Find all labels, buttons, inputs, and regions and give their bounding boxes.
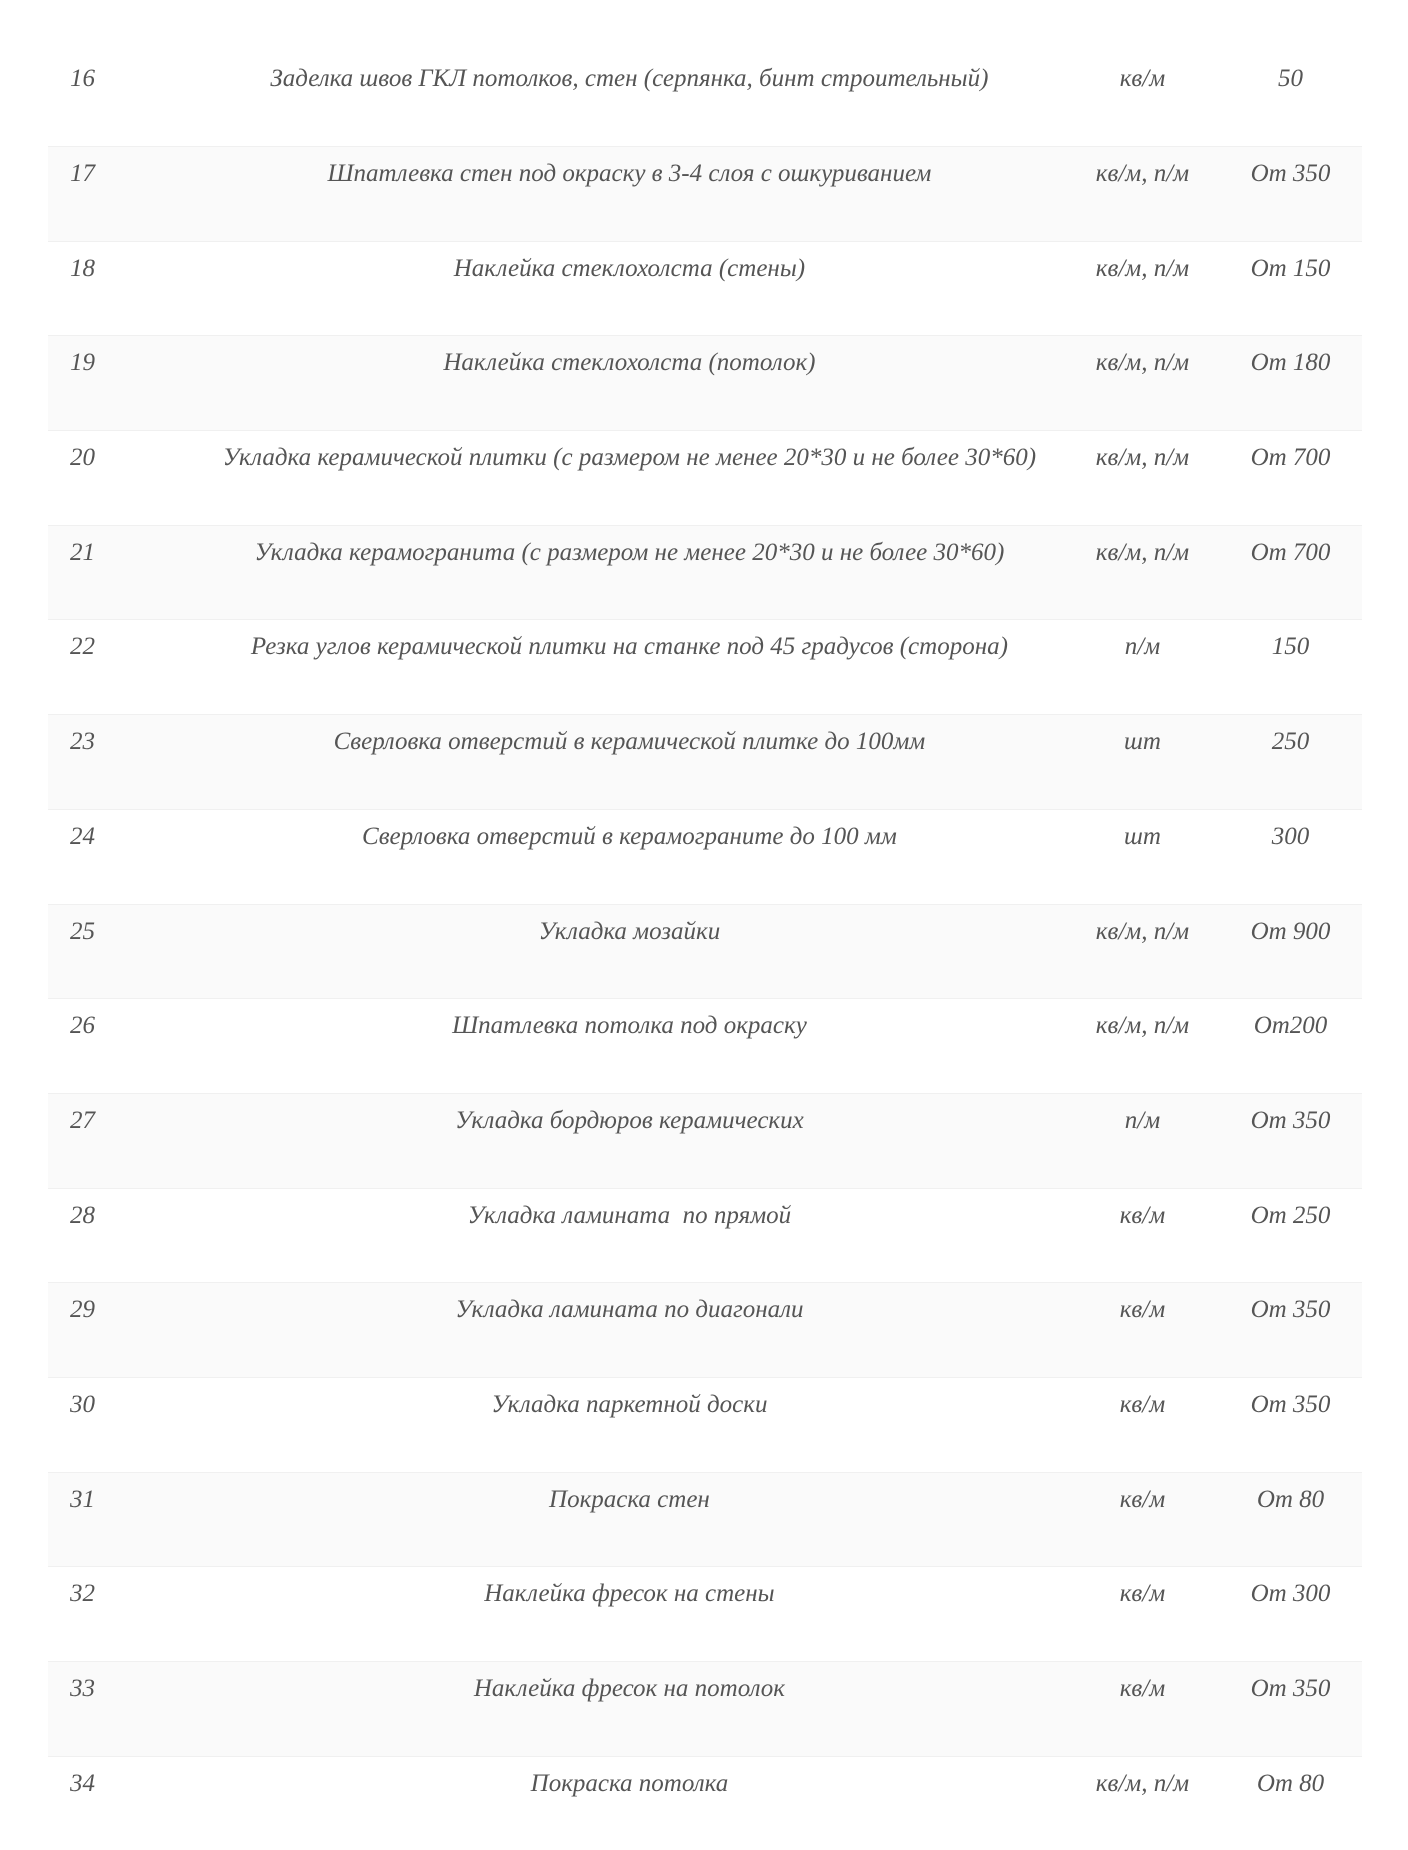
- row-number: 31: [70, 1485, 95, 1513]
- unit-of-measure: кв/м: [1119, 65, 1166, 92]
- row-number-cell: [48, 1377, 193, 1472]
- price-value: От 700: [1250, 538, 1331, 566]
- price-value-cell: [1219, 1756, 1362, 1850]
- unit-of-measure: шт: [1123, 728, 1161, 756]
- price-value: 150: [1271, 633, 1310, 661]
- table-row: [48, 1283, 1362, 1378]
- service-name: Наклейка стеклохолста (стены): [453, 254, 806, 282]
- row-number-cell: [48, 1756, 193, 1850]
- price-value-cell: [1219, 715, 1362, 810]
- price-value-cell: [1219, 1283, 1362, 1378]
- price-value: От 350: [1250, 1296, 1331, 1324]
- row-number-cell: [48, 1283, 193, 1378]
- unit-of-measure-cell: [1066, 525, 1219, 620]
- row-number-cell: [48, 241, 193, 336]
- service-name-cell: [193, 1567, 1066, 1662]
- service-name: Наклейка стеклохолста (потолок): [443, 349, 816, 377]
- price-value-cell: [1219, 0, 1362, 147]
- row-number-cell: [48, 336, 193, 431]
- service-name: Резка углов керамической плитки на станке под 45 градусов (сторона): [250, 633, 1008, 661]
- unit-of-measure: кв/м, п/м: [1095, 1012, 1190, 1040]
- price-value-cell: [1219, 620, 1362, 715]
- unit-of-measure: кв/м: [1119, 1675, 1166, 1702]
- price-value: От 900: [1250, 917, 1331, 945]
- unit-of-measure: кв/м, п/м: [1095, 538, 1190, 566]
- price-value-cell: [1219, 1472, 1362, 1567]
- table-row: [48, 525, 1362, 620]
- service-name-cell: [193, 620, 1066, 715]
- service-name: Покраска потолка: [530, 1769, 729, 1797]
- unit-of-measure-cell: [1066, 241, 1219, 336]
- service-name-cell: [193, 715, 1066, 810]
- service-name-cell: [193, 1188, 1066, 1283]
- unit-of-measure: п/м: [1124, 633, 1161, 661]
- unit-of-measure-cell: [1066, 336, 1219, 431]
- service-name-cell: [193, 1472, 1066, 1567]
- unit-of-measure-cell: [1066, 715, 1219, 810]
- unit-of-measure: кв/м: [1119, 1485, 1166, 1513]
- unit-of-measure: кв/м: [1119, 1390, 1166, 1418]
- table-row: [48, 336, 1362, 431]
- service-name-cell: [193, 999, 1066, 1094]
- service-name: Укладка паркетной доски: [491, 1390, 768, 1418]
- unit-of-measure-cell: [1066, 1093, 1219, 1188]
- row-number-cell: [48, 999, 193, 1094]
- service-name: Укладка ламината по диагонали: [455, 1296, 804, 1324]
- table-row: [48, 0, 1362, 147]
- service-name: Сверловка отверстий в керамической плитке до 100мм: [333, 728, 926, 756]
- price-value: От 80: [1256, 1769, 1325, 1797]
- service-name-cell: [193, 1093, 1066, 1188]
- unit-of-measure-cell: [1066, 1472, 1219, 1567]
- service-name: Наклейка фресок на потолок: [473, 1675, 785, 1702]
- service-name-cell: [193, 1662, 1066, 1757]
- row-number: 28: [70, 1201, 95, 1229]
- row-number-cell: [48, 147, 193, 242]
- service-name-cell: [193, 809, 1066, 904]
- unit-of-measure-cell: [1066, 809, 1219, 904]
- table-row: [48, 1093, 1362, 1188]
- row-number-cell: [48, 809, 193, 904]
- service-name-cell: [193, 431, 1066, 526]
- row-number-cell: [48, 525, 193, 620]
- table-row: [48, 1472, 1362, 1567]
- table-row: [48, 1662, 1362, 1757]
- table-row: [48, 147, 1362, 242]
- row-number: 21: [70, 538, 95, 566]
- price-value: От 150: [1250, 254, 1331, 282]
- service-name: Укладка керамогранита (с размером не менее 20*30 и не более 30*60): [254, 538, 1005, 566]
- price-value: 300: [1271, 822, 1310, 850]
- price-value: От 700: [1250, 444, 1331, 472]
- row-number: 25: [70, 917, 95, 945]
- service-name: Шпатлевка потолка под окраску: [452, 1012, 807, 1040]
- unit-of-measure-cell: [1066, 431, 1219, 526]
- row-number: 20: [70, 444, 95, 472]
- row-number: 27: [70, 1106, 95, 1134]
- service-name: Покраска стен: [549, 1485, 710, 1513]
- service-name-cell: [193, 1283, 1066, 1378]
- service-name: Укладка ламината по прямой: [467, 1201, 792, 1229]
- price-value-cell: [1219, 1377, 1362, 1472]
- unit-of-measure-cell: [1066, 1662, 1219, 1757]
- price-value-cell: [1219, 147, 1362, 242]
- price-value: От 80: [1256, 1485, 1325, 1513]
- row-number-cell: [48, 1093, 193, 1188]
- row-number: 33: [70, 1675, 95, 1702]
- table-row: [48, 715, 1362, 810]
- row-number: 16: [70, 65, 95, 92]
- table-row: [48, 1377, 1362, 1472]
- price-value-cell: [1219, 336, 1362, 431]
- row-number: 17: [70, 160, 95, 187]
- price-value: От200: [1253, 1012, 1328, 1040]
- row-number: 19: [70, 349, 95, 377]
- unit-of-measure-cell: [1066, 1567, 1219, 1662]
- table-row: [48, 999, 1362, 1094]
- row-number-cell: [48, 0, 193, 147]
- service-name-cell: [193, 336, 1066, 431]
- row-number: 18: [70, 254, 95, 282]
- row-number-cell: [48, 715, 193, 810]
- unit-of-measure: кв/м: [1119, 1580, 1166, 1608]
- row-number: 23: [70, 728, 95, 756]
- price-value: От 300: [1250, 1580, 1331, 1608]
- price-value: 250: [1271, 728, 1310, 756]
- service-name-cell: [193, 904, 1066, 999]
- service-name-cell: [193, 241, 1066, 336]
- table-row: [48, 809, 1362, 904]
- unit-of-measure-cell: [1066, 904, 1219, 999]
- table-row: [48, 1188, 1362, 1283]
- price-value-cell: [1219, 904, 1362, 999]
- unit-of-measure: кв/м: [1119, 1201, 1166, 1229]
- price-table-body: [48, 0, 1362, 1850]
- service-name: Укладка бордюров керамических: [455, 1106, 804, 1134]
- unit-of-measure-cell: [1066, 999, 1219, 1094]
- unit-of-measure-cell: [1066, 0, 1219, 147]
- unit-of-measure: кв/м, п/м: [1095, 254, 1190, 282]
- service-name-cell: [193, 525, 1066, 620]
- service-name: Укладка мозайки: [538, 917, 721, 945]
- row-number: 24: [70, 822, 95, 850]
- price-value-cell: [1219, 525, 1362, 620]
- unit-of-measure: шт: [1123, 822, 1161, 850]
- table-row: [48, 904, 1362, 999]
- row-number: 34: [70, 1769, 95, 1797]
- row-number-cell: [48, 620, 193, 715]
- service-name-cell: [193, 1756, 1066, 1850]
- row-number: 26: [70, 1012, 95, 1040]
- unit-of-measure-cell: [1066, 147, 1219, 242]
- service-name: Шпатлевка стен под окраску в 3-4 слоя с ошкуриванием: [327, 160, 932, 187]
- unit-of-measure: кв/м, п/м: [1095, 917, 1190, 945]
- service-name: Заделка швов ГКЛ потолков, стен (серпянка, бинт строительный): [270, 65, 989, 92]
- unit-of-measure-cell: [1066, 1283, 1219, 1378]
- row-number-cell: [48, 1472, 193, 1567]
- table-row: [48, 431, 1362, 526]
- unit-of-measure-cell: [1066, 1756, 1219, 1850]
- price-value-cell: [1219, 1188, 1362, 1283]
- service-name-cell: [193, 1377, 1066, 1472]
- table-row: [48, 241, 1362, 336]
- price-value: От 350: [1250, 160, 1331, 187]
- row-number-cell: [48, 904, 193, 999]
- price-value-cell: [1219, 1093, 1362, 1188]
- unit-of-measure: кв/м, п/м: [1095, 349, 1190, 377]
- price-value: От 180: [1250, 349, 1331, 377]
- unit-of-measure: кв/м: [1119, 1296, 1166, 1324]
- unit-of-measure-cell: [1066, 1188, 1219, 1283]
- price-value: От 350: [1250, 1390, 1331, 1418]
- price-value: От 350: [1250, 1106, 1331, 1134]
- unit-of-measure: кв/м, п/м: [1095, 160, 1190, 187]
- price-value-cell: [1219, 809, 1362, 904]
- row-number-cell: [48, 1567, 193, 1662]
- row-number-cell: [48, 431, 193, 526]
- price-value-cell: [1219, 241, 1362, 336]
- price-value: От 350: [1250, 1675, 1331, 1702]
- table-row: [48, 620, 1362, 715]
- unit-of-measure: кв/м, п/м: [1095, 1769, 1190, 1797]
- row-number: 32: [70, 1580, 95, 1608]
- price-value-cell: [1219, 1567, 1362, 1662]
- unit-of-measure: п/м: [1124, 1106, 1161, 1134]
- row-number: 22: [70, 633, 95, 661]
- service-name: Укладка керамической плитки (с размером не менее 20*30 и не более 30*60): [222, 444, 1037, 472]
- row-number-cell: [48, 1188, 193, 1283]
- unit-of-measure-cell: [1066, 620, 1219, 715]
- price-value: От 250: [1250, 1201, 1331, 1229]
- table-row: [48, 1756, 1362, 1850]
- price-value-cell: [1219, 1662, 1362, 1757]
- unit-of-measure-cell: [1066, 1377, 1219, 1472]
- row-number-cell: [48, 1662, 193, 1757]
- price-table: [48, 0, 1362, 1850]
- row-number: 29: [70, 1296, 95, 1324]
- service-name-cell: [193, 147, 1066, 242]
- price-value-cell: [1219, 999, 1362, 1094]
- service-name-cell: [193, 0, 1066, 147]
- price-value: 50: [1278, 65, 1304, 92]
- service-name: Наклейка фресок на стены: [484, 1580, 775, 1608]
- price-value-cell: [1219, 431, 1362, 526]
- service-name: Сверловка отверстий в керамограните до 100 мм: [362, 822, 897, 850]
- unit-of-measure: кв/м, п/м: [1095, 444, 1190, 472]
- row-number: 30: [70, 1390, 95, 1418]
- table-row: [48, 1567, 1362, 1662]
